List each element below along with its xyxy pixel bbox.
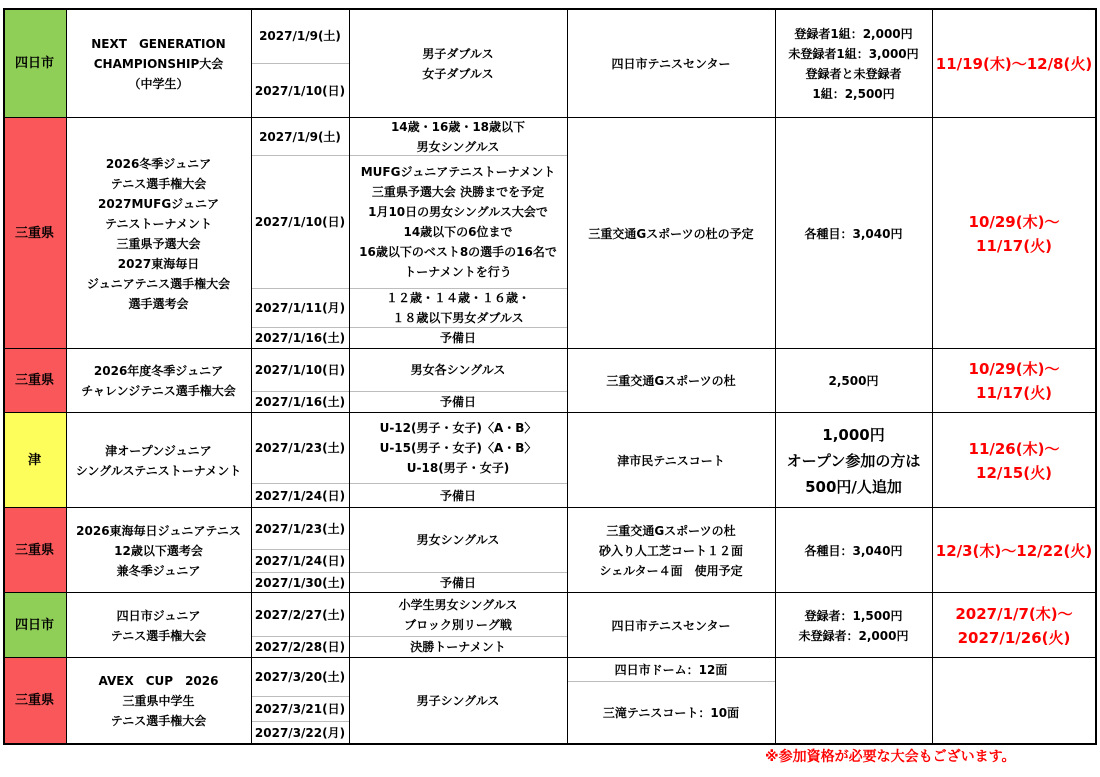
date-cell [251, 483, 349, 508]
region-cell [3, 658, 66, 744]
date-value: 2027/1/10(日) [254, 83, 346, 98]
region-cell [3, 593, 66, 658]
region-label: 三重県 [14, 542, 54, 558]
date-divider [251, 288, 349, 289]
category-cell [349, 413, 567, 483]
region-cell [3, 349, 66, 413]
category-cell-line: 三重県予選大会 決勝までを予定 [371, 184, 545, 199]
entry-fee-line: 各種目：3,040円 [804, 226, 903, 241]
category-cell-line: 男子シングルス [416, 694, 500, 708]
column-divider [349, 8, 350, 745]
application-deadline-line: 11/17(火) [976, 236, 1052, 255]
date-cell [251, 721, 349, 744]
category-cell [349, 118, 567, 155]
entry-fee-line: 未登録者：2,000円 [798, 628, 909, 643]
category-cell [349, 593, 567, 636]
category-cell-line: 女子ダブルス [422, 66, 494, 81]
date-divider [251, 155, 349, 156]
category-cell-line: 予備日 [439, 488, 476, 503]
region-label: 三重県 [14, 373, 54, 388]
category-cell [349, 327, 567, 349]
date-divider [251, 327, 349, 328]
category-cell-line: 小学生男女シングルス [398, 597, 518, 612]
category-cell-line: U-18(男子・女子) [406, 461, 510, 475]
application-deadline [932, 658, 1096, 744]
date-value: 2027/1/23(土) [254, 441, 346, 455]
tournament-name-line: 津オープンジュニア [105, 443, 212, 458]
category-cell [349, 508, 567, 572]
venue-cell-line: 四日市テニスセンター [611, 618, 731, 633]
column-divider [567, 8, 568, 745]
venue-cell [567, 681, 775, 744]
date-value: 2027/1/9(土) [259, 129, 341, 144]
venue-cell-line: 四日市テニスセンター [611, 56, 731, 71]
entry-fee-line: 1組：2,500円 [812, 86, 895, 101]
entry-fee-line: 1,000円 [822, 425, 885, 444]
tournament-name [66, 349, 251, 413]
venue-cell [567, 413, 775, 508]
application-deadline-line: 11/17(火) [976, 384, 1052, 402]
venue-cell [567, 118, 775, 349]
venue-cell [567, 508, 775, 593]
region-label: 三重県 [14, 693, 54, 708]
date-value: 2027/1/24(日) [254, 553, 346, 568]
application-deadline [932, 508, 1096, 593]
tournament-name [66, 118, 251, 349]
tournament-name-line: テニス選手権大会 [110, 628, 207, 643]
application-deadline [932, 9, 1096, 118]
date-divider [251, 483, 349, 484]
application-deadline-line: 2027/1/26(火) [957, 628, 1071, 647]
venue-cell-line: 四日市ドーム：12面 [614, 662, 728, 677]
category-divider [349, 155, 567, 156]
venue-cell [567, 593, 775, 658]
date-value: 2027/2/28(日) [254, 640, 346, 654]
date-divider [251, 696, 349, 697]
tournament-name-line: 12歳以下選考会 [114, 543, 203, 558]
application-deadline-line: 12/15(火) [976, 463, 1052, 482]
category-cell-line: 16歳以下のベスト8の選手の16名で [359, 244, 557, 259]
tournament-name-line: 兼冬季ジュニア [116, 563, 201, 578]
region-label: 津 [27, 452, 41, 468]
category-cell-line: U-12(男子・女子)〈A・B〉 [379, 421, 537, 435]
entry-fee-line: 登録者と未登録者 [805, 66, 902, 81]
tournament-name-line: テニス選手権大会 [110, 714, 207, 728]
tournament-name [66, 9, 251, 118]
date-value: 2027/3/21(日) [254, 701, 346, 716]
date-cell [251, 572, 349, 593]
region-cell [3, 508, 66, 593]
application-deadline-line: 2027/1/7(木)～ [955, 604, 1073, 623]
venue-divider [567, 681, 775, 682]
category-cell-line: 男子ダブルス [422, 46, 494, 61]
tournament-name-line: テニス選手権大会 [110, 176, 207, 191]
tournament-name [66, 413, 251, 508]
date-value: 2027/1/10(日) [254, 214, 346, 229]
category-cell [349, 349, 567, 391]
venue-cell-line: 三重交通Gスポーツの杜の予定 [588, 226, 754, 241]
category-cell-line: MUFGジュニアテニストーナメント [360, 164, 556, 179]
category-cell-line: 1月10日の男女シングルス大会で [368, 204, 548, 219]
tournament-name-line: チャレンジテニス選手権大会 [81, 384, 236, 398]
entry-fee-line: 各種目：3,040円 [804, 543, 903, 558]
date-cell [251, 391, 349, 413]
column-divider [251, 8, 252, 745]
venue-cell [567, 9, 775, 118]
date-value: 2027/1/10(日) [254, 363, 346, 377]
tournament-name-line: 三重県予選大会 [116, 236, 201, 251]
category-divider [349, 572, 567, 573]
application-deadline [932, 593, 1096, 658]
category-cell-line: トーナメントを行う [404, 264, 512, 279]
region-cell [3, 413, 66, 508]
application-deadline-line: 10/29(木)～ [968, 212, 1060, 231]
category-cell [349, 9, 567, 118]
tournament-name-line: 選手選考会 [128, 296, 189, 311]
tournament-name [66, 658, 251, 744]
tournament-name-line: 三重県中学生 [122, 694, 195, 708]
tournament-name [66, 508, 251, 593]
tournament-name-line: 2026年度冬季ジュニア [93, 364, 224, 378]
application-deadline-line: 11/26(木)～ [968, 439, 1060, 458]
column-divider [1095, 8, 1097, 745]
category-cell [349, 391, 567, 413]
category-cell-line: ブロック別リーグ戦 [404, 617, 512, 632]
entry-fee [775, 349, 932, 413]
venue-cell-line: 砂入り人工芝コート１２面 [598, 543, 743, 558]
date-value: 2027/1/16(土) [254, 331, 346, 345]
category-cell-line: 決勝トーナメント [410, 640, 506, 654]
entry-fee-line: オープン参加の方は [786, 451, 921, 470]
eligibility-footnote: ※参加資格が必要な大会もございます。 [765, 749, 1016, 765]
entry-fee [775, 9, 932, 118]
entry-fee-line: 未登録者1組：3,000円 [788, 46, 919, 61]
application-deadline-line: 11/19(木)～12/8(火) [935, 54, 1093, 73]
venue-cell-line: 津市民テニスコート [617, 453, 725, 468]
category-divider [349, 288, 567, 289]
entry-fee [775, 658, 932, 744]
category-cell-line: 男女シングルス [416, 533, 500, 547]
category-divider [349, 483, 567, 484]
category-cell-line: 男女シングルス [416, 139, 500, 154]
tournament-name-line: AVEX CUP 2026 [98, 674, 219, 688]
venue-cell-line: シェルター４面 使用予定 [599, 563, 743, 578]
date-cell [251, 508, 349, 549]
category-cell [349, 483, 567, 508]
application-deadline [932, 413, 1096, 508]
date-cell [251, 658, 349, 696]
entry-fee [775, 593, 932, 658]
venue-cell-line: 三重交通Gスポーツの杜 [606, 374, 736, 388]
category-cell-line: １２歳・１４歳・１６歳・ [385, 290, 530, 305]
category-cell-line: 14歳以下の6位まで [403, 224, 513, 239]
column-divider [66, 8, 67, 745]
date-value: 2027/2/27(土) [254, 607, 346, 622]
column-divider [775, 8, 776, 745]
category-cell [349, 658, 567, 744]
category-cell [349, 155, 567, 288]
tournament-name-line: 2026東海毎日ジュニアテニス [76, 523, 241, 538]
tournament-name-line: テニストーナメント [104, 216, 213, 231]
category-cell [349, 636, 567, 658]
category-divider [349, 636, 567, 637]
category-cell-line: 14歳・16歳・18歳以下 [390, 119, 526, 134]
date-cell [251, 288, 349, 327]
category-divider [349, 327, 567, 328]
entry-fee-line: 登録者：1,500円 [804, 608, 903, 623]
region-label: 三重県 [14, 225, 54, 241]
entry-fee-line: 500円/人追加 [805, 477, 902, 496]
category-cell-line: １８歳以下男女ダブルス [392, 310, 524, 325]
category-cell-line: 予備日 [439, 331, 476, 345]
entry-fee [775, 118, 932, 349]
tournament-name-line: 2026冬季ジュニア [105, 156, 212, 171]
category-cell-line: 男女各シングルス [410, 363, 506, 377]
date-value: 2027/3/20(土) [254, 670, 346, 684]
tournament-name-line: （中学生） [128, 76, 189, 91]
region-cell [3, 118, 66, 349]
application-deadline-line: 10/29(木)～ [968, 360, 1060, 378]
application-deadline [932, 118, 1096, 349]
application-deadline-line: 12/3(木)～12/22(火) [935, 541, 1093, 560]
date-value: 2027/1/30(土) [254, 575, 346, 590]
tournament-name-line: NEXT GENERATION [91, 36, 226, 51]
date-cell [251, 118, 349, 155]
date-cell [251, 549, 349, 572]
region-cell [3, 9, 66, 118]
date-divider [251, 636, 349, 637]
tournament-name-line: 2027東海毎日 [117, 256, 200, 271]
date-cell [251, 327, 349, 349]
tournament-name-line: シングルステニストーナメント [75, 463, 242, 478]
category-cell-line: U-15(男子・女子)〈A・B〉 [379, 441, 537, 455]
date-value: 2027/1/16(土) [254, 395, 346, 409]
tournament-name-line: 四日市ジュニア [116, 608, 201, 623]
application-deadline [932, 349, 1096, 413]
category-cell-line: 予備日 [439, 575, 476, 590]
date-cell [251, 593, 349, 636]
entry-fee-line: 2,500円 [828, 374, 879, 388]
category-cell [349, 288, 567, 327]
date-value: 2027/1/24(日) [254, 488, 346, 503]
date-cell [251, 413, 349, 483]
date-cell [251, 349, 349, 391]
tournament-name [66, 593, 251, 658]
date-value: 2027/1/11(月) [254, 300, 346, 315]
region-label: 四日市 [14, 617, 54, 633]
venue-cell-line: 三重交通Gスポーツの杜 [606, 523, 736, 538]
tournament-name-line: ジュニアテニス選手権大会 [86, 276, 231, 291]
date-divider [251, 721, 349, 722]
venue-cell-line: 三滝テニスコート：10面 [602, 705, 740, 720]
entry-fee-line: 登録者1組：2,000円 [794, 26, 913, 41]
tournament-name-line: 2027MUFGジュニア [98, 196, 219, 211]
entry-fee [775, 413, 932, 508]
date-cell [251, 155, 349, 288]
entry-fee [775, 508, 932, 593]
venue-cell [567, 349, 775, 413]
tournament-name-line: CHAMPIONSHIP大会 [93, 56, 224, 71]
date-divider [251, 549, 349, 550]
date-value: 2027/1/23(土) [254, 521, 346, 536]
date-divider [251, 63, 349, 64]
date-value: 2027/3/22(月) [254, 725, 346, 740]
venue-cell [567, 658, 775, 681]
column-divider [3, 8, 5, 745]
date-divider [251, 572, 349, 573]
date-cell [251, 63, 349, 118]
category-cell-line: 予備日 [439, 395, 476, 409]
category-divider [349, 391, 567, 392]
category-cell [349, 572, 567, 593]
date-divider [251, 391, 349, 392]
date-cell [251, 696, 349, 721]
date-cell [251, 636, 349, 658]
region-label: 四日市 [14, 55, 54, 71]
date-cell [251, 9, 349, 63]
date-value: 2027/1/9(土) [259, 29, 341, 43]
column-divider [932, 8, 933, 745]
